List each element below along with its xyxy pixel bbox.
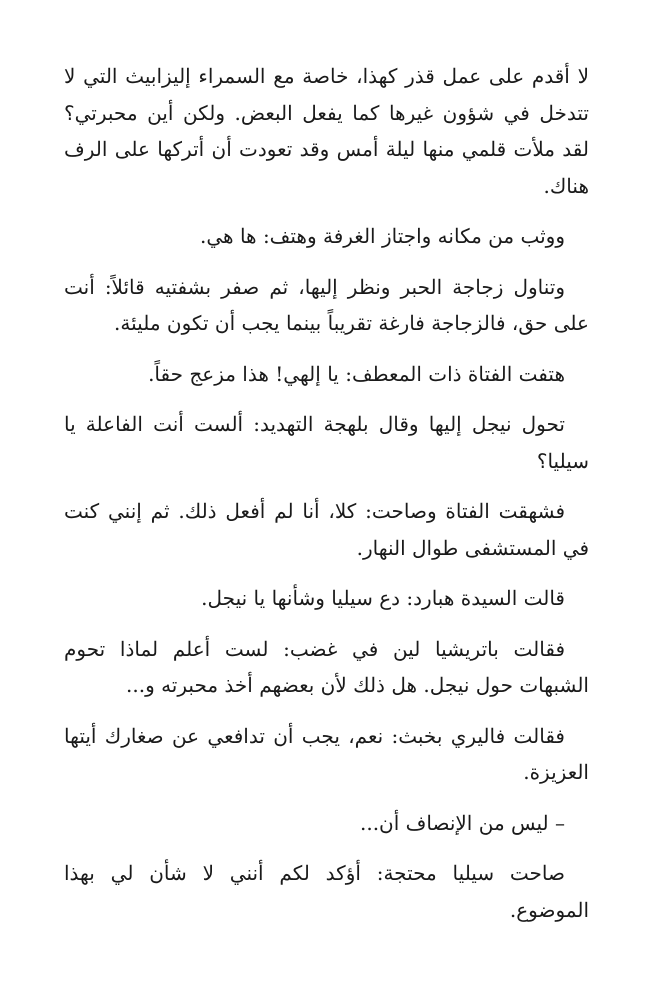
paragraph-7: قالت السيدة هبارد: دع سيليا وشأنها يا نيجل.: [201, 586, 565, 610]
page-body-text: [64, 58, 589, 942]
paragraph-10: – ليس من الإنصاف أن...: [359, 810, 565, 835]
paragraph-4: هتفت الفتاة ذات المعطف: يا إلهي! هذا مزعج حقاً.: [148, 361, 565, 386]
paragraph-9: فقالت فاليري بخبث: نعم، يجب أن تدافعي عن صغارك أيتها العزيزة.: [64, 723, 589, 784]
paragraph-6: فشهقت الفتاة وصاحت: كلا، أنا لم أفعل ذلك. ثم إنني كنت في المستشفى طوال النهار.: [64, 499, 589, 560]
paragraph-2: ووثب من مكانه واجتاز الغرفة وهتف: ها هي.: [200, 224, 565, 248]
paragraph-3: وتناول زجاجة الحبر ونظر إليها، ثم صفر بشفتيه قائلاً: أنت على حق، فالزجاجة فارغة تقريباً بينما يجب أن تكون مليئة.: [64, 274, 589, 335]
paragraph-1: لا أقدم على عمل قذر كهذا، خاصة مع السمراء إليزابيث التي لا تتدخل في شؤون غيرها كما يفعل البعض. ولكن أين محبرتي؟ لقد ملأت قلمي منها ليلة أمس وقد تعودت أن أتركها على الرف هناك.: [64, 64, 589, 198]
paragraph-11: صاحت سيليا محتجة: أؤكد لكم أنني لا شأن لي بهذا الموضوع.: [64, 861, 589, 922]
paragraph-5: تحول نيجل إليها وقال بلهجة التهديد: ألست أنت الفاعلة يا سيليا؟: [64, 412, 589, 473]
paragraph-8: فقالت باتريشيا لين في غضب: لست أعلم لماذا تحوم الشبهات حول نيجل. هل ذلك لأن بعضهم أخذ محبرته و...: [64, 636, 589, 697]
